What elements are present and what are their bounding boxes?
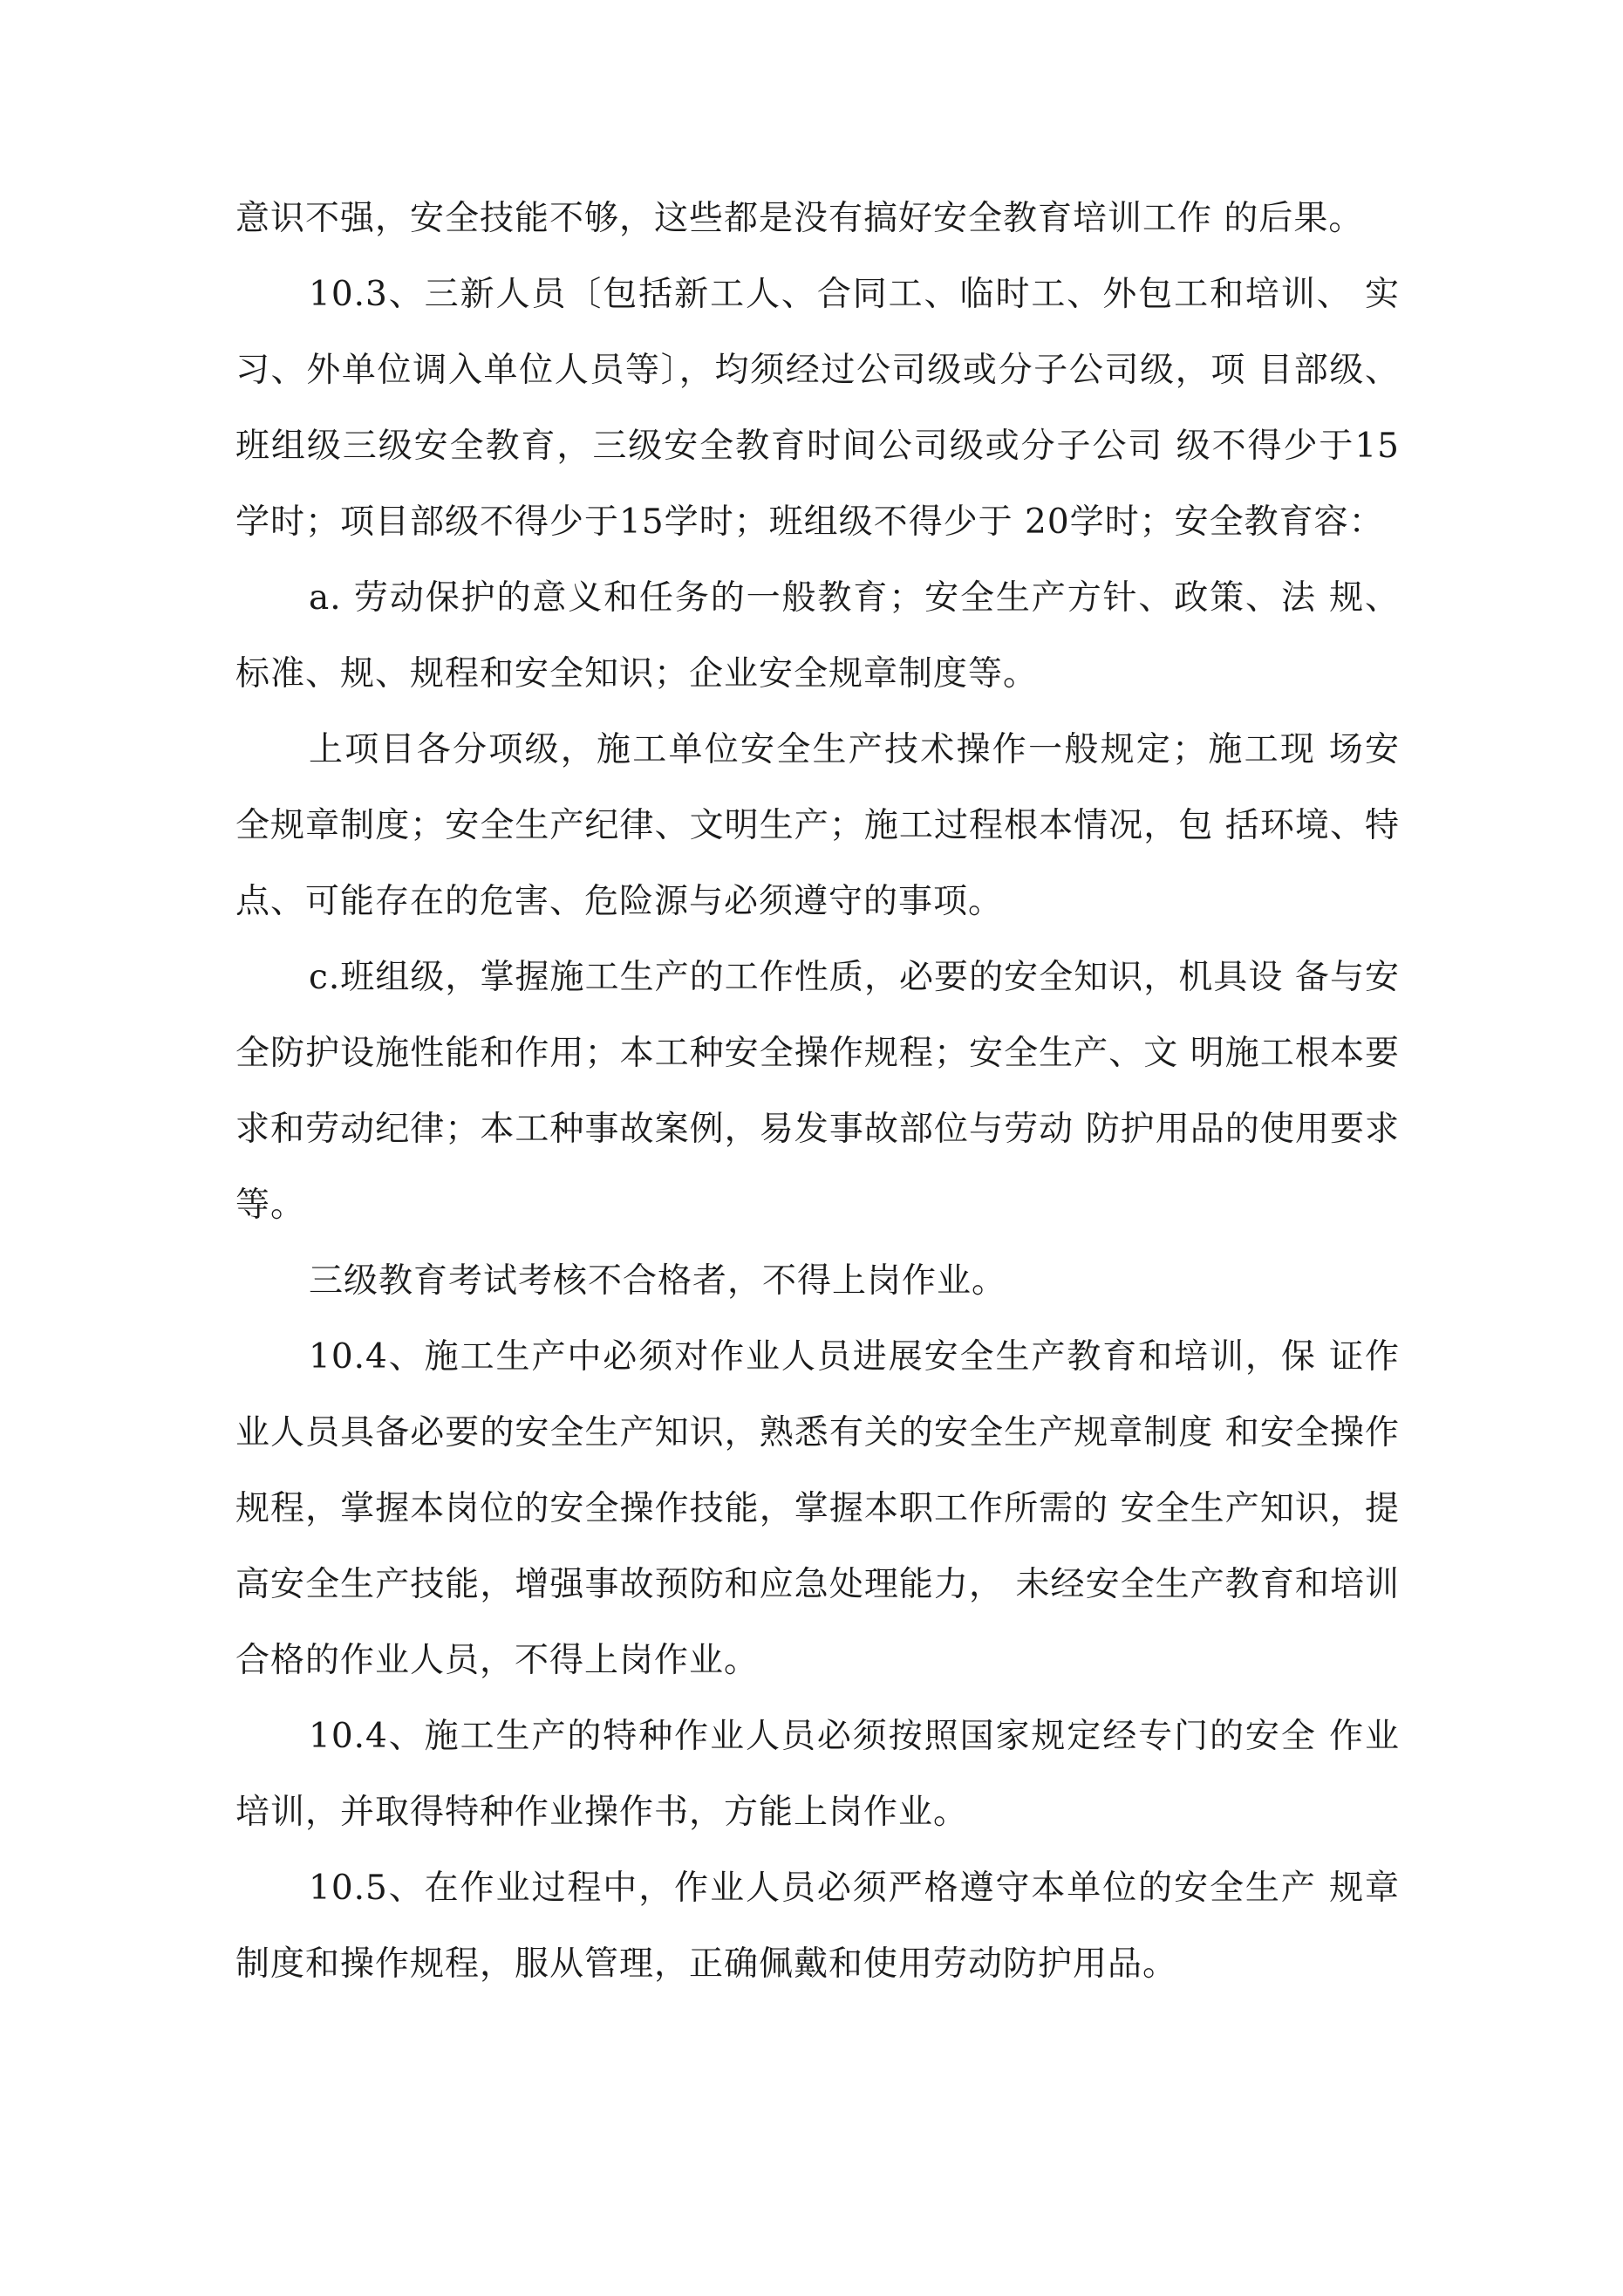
paragraph-6: 三级教育考试考核不合格者，不得上岗作业。 (309, 1261, 1007, 1301)
paragraph-3: a. 劳动保护的意义和任务的一般教育；安全生产方针、政策、法 规、标准、规、规程和安全知识；企业安全规章制度等。 (235, 578, 1400, 694)
paragraph-7: 10.4、施工生产中必须对作业人员进展安全生产教育和培训，保 证作业人员具备必要的安全生产知识，熟悉有关的安全生产规章制度 和安全操作规程，掌握本岗位的安全操作技能，掌握本职工作所需的 安全生产知识，提高安全生产技能，增强事故预防和应急处理能力， 未经安全生产教育和培训合格的作业人员，不得上岗作业。 (235, 1337, 1400, 1680)
document-body (235, 181, 1400, 2002)
paragraph-2: 10.3、三新人员〔包括新工人、合同工、临时工、外包工和培训、 实习、外单位调入单位人员等〕，均须经过公司级或分子公司级，项 目部级、班组级三级安全教育，三级安全教育时间公司级或分子公司 级不得少于15学时；项目部级不得少于15学时；班组级不得少于 20学时；安全教育容： (235, 275, 1400, 542)
paragraph-9: 10.5、在作业过程中，作业人员必须严格遵守本单位的安全生产 规章制度和操作规程，服从管理，正确佩戴和使用劳动防护用品。 (235, 1869, 1400, 1984)
paragraph-4: 上项目各分项级，施工单位安全生产技术操作一般规定；施工现 场安全规章制度；安全生产纪律、文明生产；施工过程根本情况，包 括环境、特点、可能存在的危害、危险源与必须遵守的事项。 (235, 730, 1400, 921)
paragraph-5: c.班组级，掌握施工生产的工作性质，必要的安全知识，机具设 备与安全防护设施性能和作用；本工种安全操作规程；安全生产、文 明施工根本要求和劳动纪律；本工种事故案例，易发事故部位与劳动 防护用品的使用要求等。 (235, 958, 1400, 1225)
paragraph-8: 10.4、施工生产的特种作业人员必须按照国家规定经专门的安全 作业培训，并取得特种作业操作书，方能上岗作业。 (235, 1717, 1400, 1832)
paragraph-1: 意识不强，安全技能不够，这些都是没有搞好安全教育培训工作 的后果。 (235, 199, 1364, 238)
